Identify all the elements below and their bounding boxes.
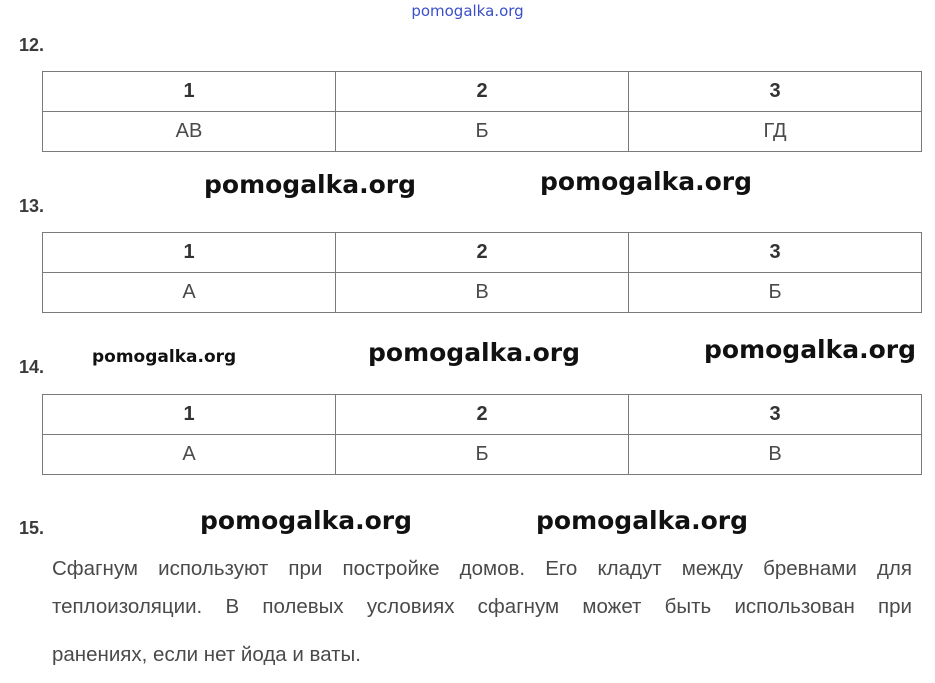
- watermark: pomogalka.org: [204, 170, 417, 199]
- answer-table-13: [42, 232, 922, 313]
- watermark: pomogalka.org: [92, 347, 237, 367]
- watermark: pomogalka.org: [540, 167, 753, 196]
- answer-paragraph-15: [52, 550, 912, 674]
- table-header-cell: 3: [629, 72, 922, 112]
- question-number-12: 12.: [19, 35, 45, 55]
- table-header-row: [43, 233, 922, 273]
- table-header-row: [43, 72, 922, 112]
- table-header-cell: 1: [43, 72, 336, 112]
- table-cell: В: [629, 435, 922, 475]
- question-number-13: 13.: [19, 196, 45, 216]
- answer-table-14: [42, 394, 922, 475]
- table-cell: В: [336, 273, 629, 313]
- table-header-cell: 3: [629, 233, 922, 273]
- table-cell: А: [43, 273, 336, 313]
- table-header-cell: 2: [336, 72, 629, 112]
- question-number-14: 14.: [19, 357, 45, 377]
- watermark: pomogalka.org: [536, 506, 749, 535]
- watermark: pomogalka.org: [200, 506, 413, 535]
- watermark: pomogalka.org: [704, 335, 917, 364]
- table-cell: А: [43, 435, 336, 475]
- question-number-15: 15.: [19, 518, 45, 538]
- table-cell: Б: [336, 435, 629, 475]
- table-cell: Б: [336, 112, 629, 152]
- table-row: [43, 435, 922, 475]
- answer-table-12: [42, 71, 922, 152]
- paragraph-line: ранениях, если нет йода и ваты.: [52, 643, 361, 666]
- table-header-row: [43, 395, 922, 435]
- table-header-cell: 1: [43, 233, 336, 273]
- watermark: pomogalka.org: [368, 338, 581, 367]
- table-row: [43, 112, 922, 152]
- table-header-cell: 2: [336, 395, 629, 435]
- table-header-cell: 3: [629, 395, 922, 435]
- table-cell: АВ: [43, 112, 336, 152]
- top-watermark: pomogalka.org: [411, 2, 524, 20]
- paragraph-line: Сфагнум используют при постройке домов. Его кладут между бревнами для: [52, 557, 912, 580]
- table-cell: Б: [629, 273, 922, 313]
- table-cell: ГД: [629, 112, 922, 152]
- table-header-cell: 2: [336, 233, 629, 273]
- table-header-cell: 1: [43, 395, 336, 435]
- paragraph-line: теплоизоляции. В полевых условиях сфагнум может быть использован при: [52, 595, 912, 618]
- table-row: [43, 273, 922, 313]
